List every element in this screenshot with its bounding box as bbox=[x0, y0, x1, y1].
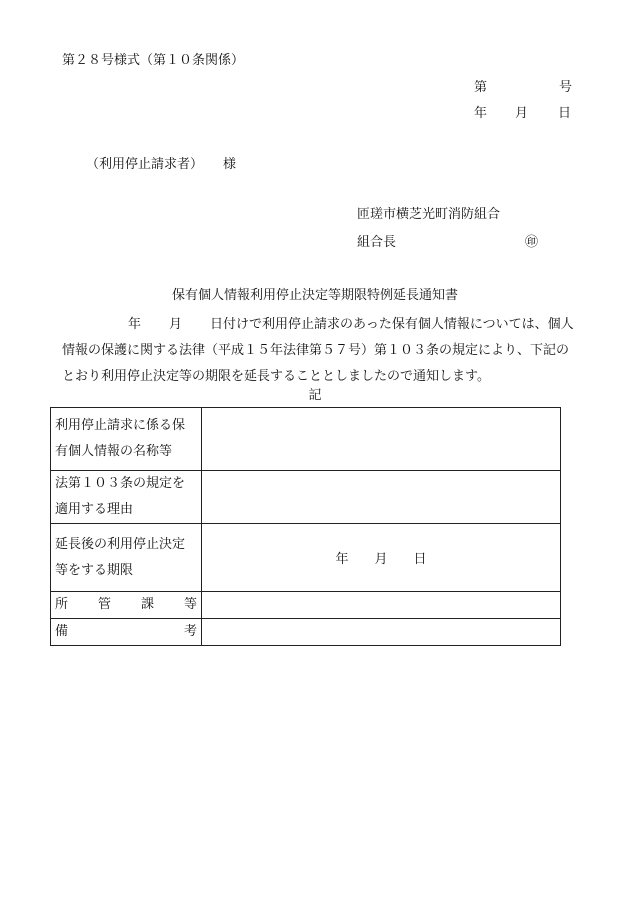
table-row-record-name bbox=[51, 408, 561, 471]
label-deadline: 延長後の利用停止決定 等をする期限 bbox=[51, 524, 202, 592]
issue-date-month: 月 bbox=[515, 106, 529, 121]
body-line-3: とおり利用停止決定等の期限を延長することとしましたので通知します。 bbox=[62, 369, 490, 384]
sender-organization: 匝瑳市横芝光町消防組合 bbox=[357, 207, 501, 222]
seal-mark: ㊞ bbox=[525, 235, 539, 250]
details-table bbox=[50, 407, 561, 646]
table-row-deadline bbox=[51, 524, 561, 592]
doc-no-suffix: 号 bbox=[559, 80, 573, 95]
sender-head-line bbox=[357, 236, 547, 249]
label-remarks: 備 考 bbox=[51, 619, 202, 646]
addressee-honorific: 様 bbox=[223, 157, 237, 172]
notice-body bbox=[62, 312, 582, 390]
value-record-name[interactable] bbox=[202, 408, 561, 471]
addressee-label: （利用停止請求者） bbox=[86, 157, 204, 172]
doc-no-prefix: 第 bbox=[474, 80, 488, 95]
sender-title: 組合長 bbox=[357, 235, 397, 250]
value-remarks[interactable] bbox=[202, 619, 561, 646]
addressee-line bbox=[86, 158, 236, 171]
table-row-remarks bbox=[51, 619, 561, 646]
body-line-1 bbox=[62, 312, 582, 338]
table-row-reason bbox=[51, 471, 561, 524]
issue-date-day: 日 bbox=[558, 106, 572, 121]
body-line-2: 情報の保護に関する法律（平成１５年法律第５７号）第１０３条の規定により、下記の bbox=[62, 343, 570, 358]
deadline-date: 年 月 日 bbox=[335, 552, 427, 567]
value-department[interactable] bbox=[202, 592, 561, 619]
label-department: 所 管 課 等 bbox=[51, 592, 202, 619]
value-deadline[interactable] bbox=[202, 524, 561, 592]
issue-date-year: 年 bbox=[474, 106, 488, 121]
document-title: 保有個人情報利用停止決定等期限特例延長通知書 bbox=[171, 288, 458, 303]
value-reason[interactable] bbox=[202, 471, 561, 524]
body-year: 年 bbox=[128, 317, 142, 332]
ki-heading: 記 bbox=[308, 388, 322, 403]
table-row-department bbox=[51, 592, 561, 619]
body-line1-rest: 日付けで利用停止請求のあった保有個人情報については、個人 bbox=[210, 317, 574, 332]
label-record-name: 利用停止請求に係る保 有個人情報の名称等 bbox=[51, 408, 202, 471]
body-month: 月 bbox=[169, 317, 183, 332]
label-reason: 法第１０３条の規定を 適用する理由 bbox=[51, 471, 202, 524]
form-number: 第２８号様式（第１０条関係） bbox=[62, 53, 245, 68]
